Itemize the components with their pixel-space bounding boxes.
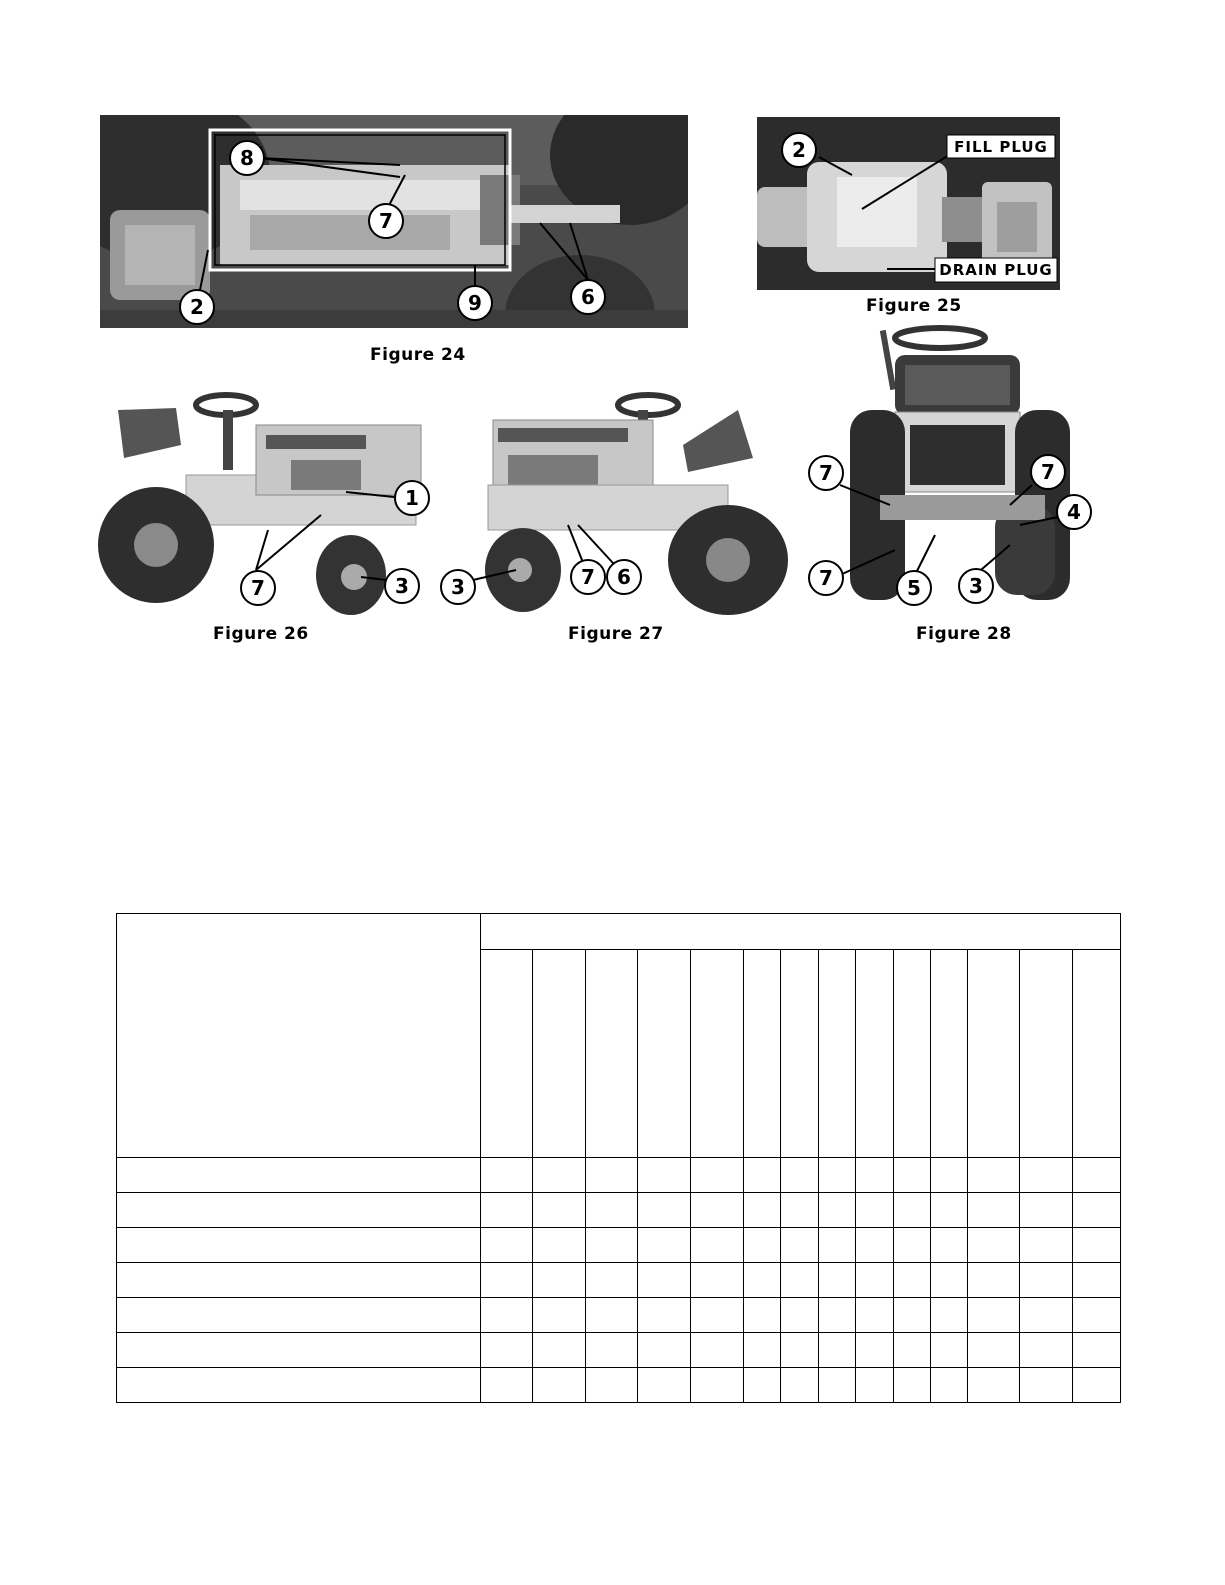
- figure-28-caption: Figure 28: [916, 624, 1012, 644]
- fill-plug-label: [947, 135, 1055, 158]
- table-row: [117, 1263, 1121, 1298]
- svg-text:7: 7: [819, 461, 833, 485]
- figure-28-photo: [800, 320, 1100, 622]
- svg-text:8: 8: [240, 146, 254, 170]
- callout-9: [458, 286, 492, 320]
- svg-text:4: 4: [1067, 500, 1081, 524]
- svg-text:3: 3: [451, 575, 465, 599]
- lubrication-table: [116, 913, 1121, 1403]
- table-row: [117, 1333, 1121, 1368]
- callout-7: [571, 560, 605, 594]
- figure-27-photo: [438, 380, 793, 620]
- svg-text:7: 7: [819, 566, 833, 590]
- callout-7: [369, 204, 403, 238]
- svg-text:9: 9: [468, 291, 482, 315]
- callout-7: [809, 456, 843, 490]
- table-header-cell: [856, 950, 894, 1158]
- table-header-cell: [744, 950, 781, 1158]
- callout-3: [385, 569, 419, 603]
- callout-6: [571, 280, 605, 314]
- svg-text:6: 6: [617, 565, 631, 589]
- svg-text:3: 3: [969, 574, 983, 598]
- drain-plug-label: [935, 258, 1057, 282]
- callout-7: [809, 561, 843, 595]
- figure-24-photo: [100, 115, 688, 328]
- table-header-cell: [691, 950, 744, 1158]
- table-header-cell: [638, 950, 691, 1158]
- callout-6: [607, 560, 641, 594]
- callout-2: [180, 290, 214, 324]
- svg-text:2: 2: [792, 138, 806, 162]
- callout-1: [395, 481, 429, 515]
- figure-26-photo: [96, 380, 441, 620]
- figure-26-caption: Figure 26: [213, 624, 309, 644]
- table-header-cell: [968, 950, 1020, 1158]
- callout-3: [441, 570, 475, 604]
- table-header-cell: [481, 950, 533, 1158]
- callout-7: [241, 571, 275, 605]
- figure-27-caption: Figure 27: [568, 624, 664, 644]
- table-header-cell: [894, 950, 931, 1158]
- table-row: [117, 1298, 1121, 1333]
- callout-8: [230, 141, 264, 175]
- svg-text:3: 3: [395, 574, 409, 598]
- table-row: [117, 1368, 1121, 1403]
- figure-24-caption: Figure 24: [370, 345, 466, 365]
- table-header-cell: [819, 950, 856, 1158]
- table-corner-cell: [117, 914, 481, 1158]
- svg-text:7: 7: [251, 576, 265, 600]
- svg-text:5: 5: [907, 576, 921, 600]
- svg-text:DRAIN PLUG: DRAIN PLUG: [939, 261, 1053, 279]
- svg-text:7: 7: [581, 565, 595, 589]
- figure-25-caption: Figure 25: [866, 296, 962, 316]
- table-group-header-cell: [481, 914, 1121, 950]
- callout-3: [959, 569, 993, 603]
- table-header-cell: [931, 950, 968, 1158]
- callout-7: [1031, 455, 1065, 489]
- table-header-cell: [1020, 950, 1073, 1158]
- table-header-row: [117, 914, 1121, 950]
- table-row: [117, 1228, 1121, 1263]
- svg-text:2: 2: [190, 295, 204, 319]
- table-header-cell: [533, 950, 586, 1158]
- svg-text:7: 7: [379, 209, 393, 233]
- table-row: [117, 1193, 1121, 1228]
- table-header-cell: [586, 950, 638, 1158]
- table-row: [117, 1158, 1121, 1193]
- svg-text:1: 1: [405, 486, 419, 510]
- callout-5: [897, 571, 931, 605]
- callout-4: [1057, 495, 1091, 529]
- svg-text:7: 7: [1041, 460, 1055, 484]
- callout-2: [782, 133, 816, 167]
- figure-25-photo: [757, 117, 1060, 290]
- table-header-cell: [781, 950, 819, 1158]
- svg-text:FILL PLUG: FILL PLUG: [954, 138, 1048, 156]
- table-header-cell: [1073, 950, 1121, 1158]
- svg-text:6: 6: [581, 285, 595, 309]
